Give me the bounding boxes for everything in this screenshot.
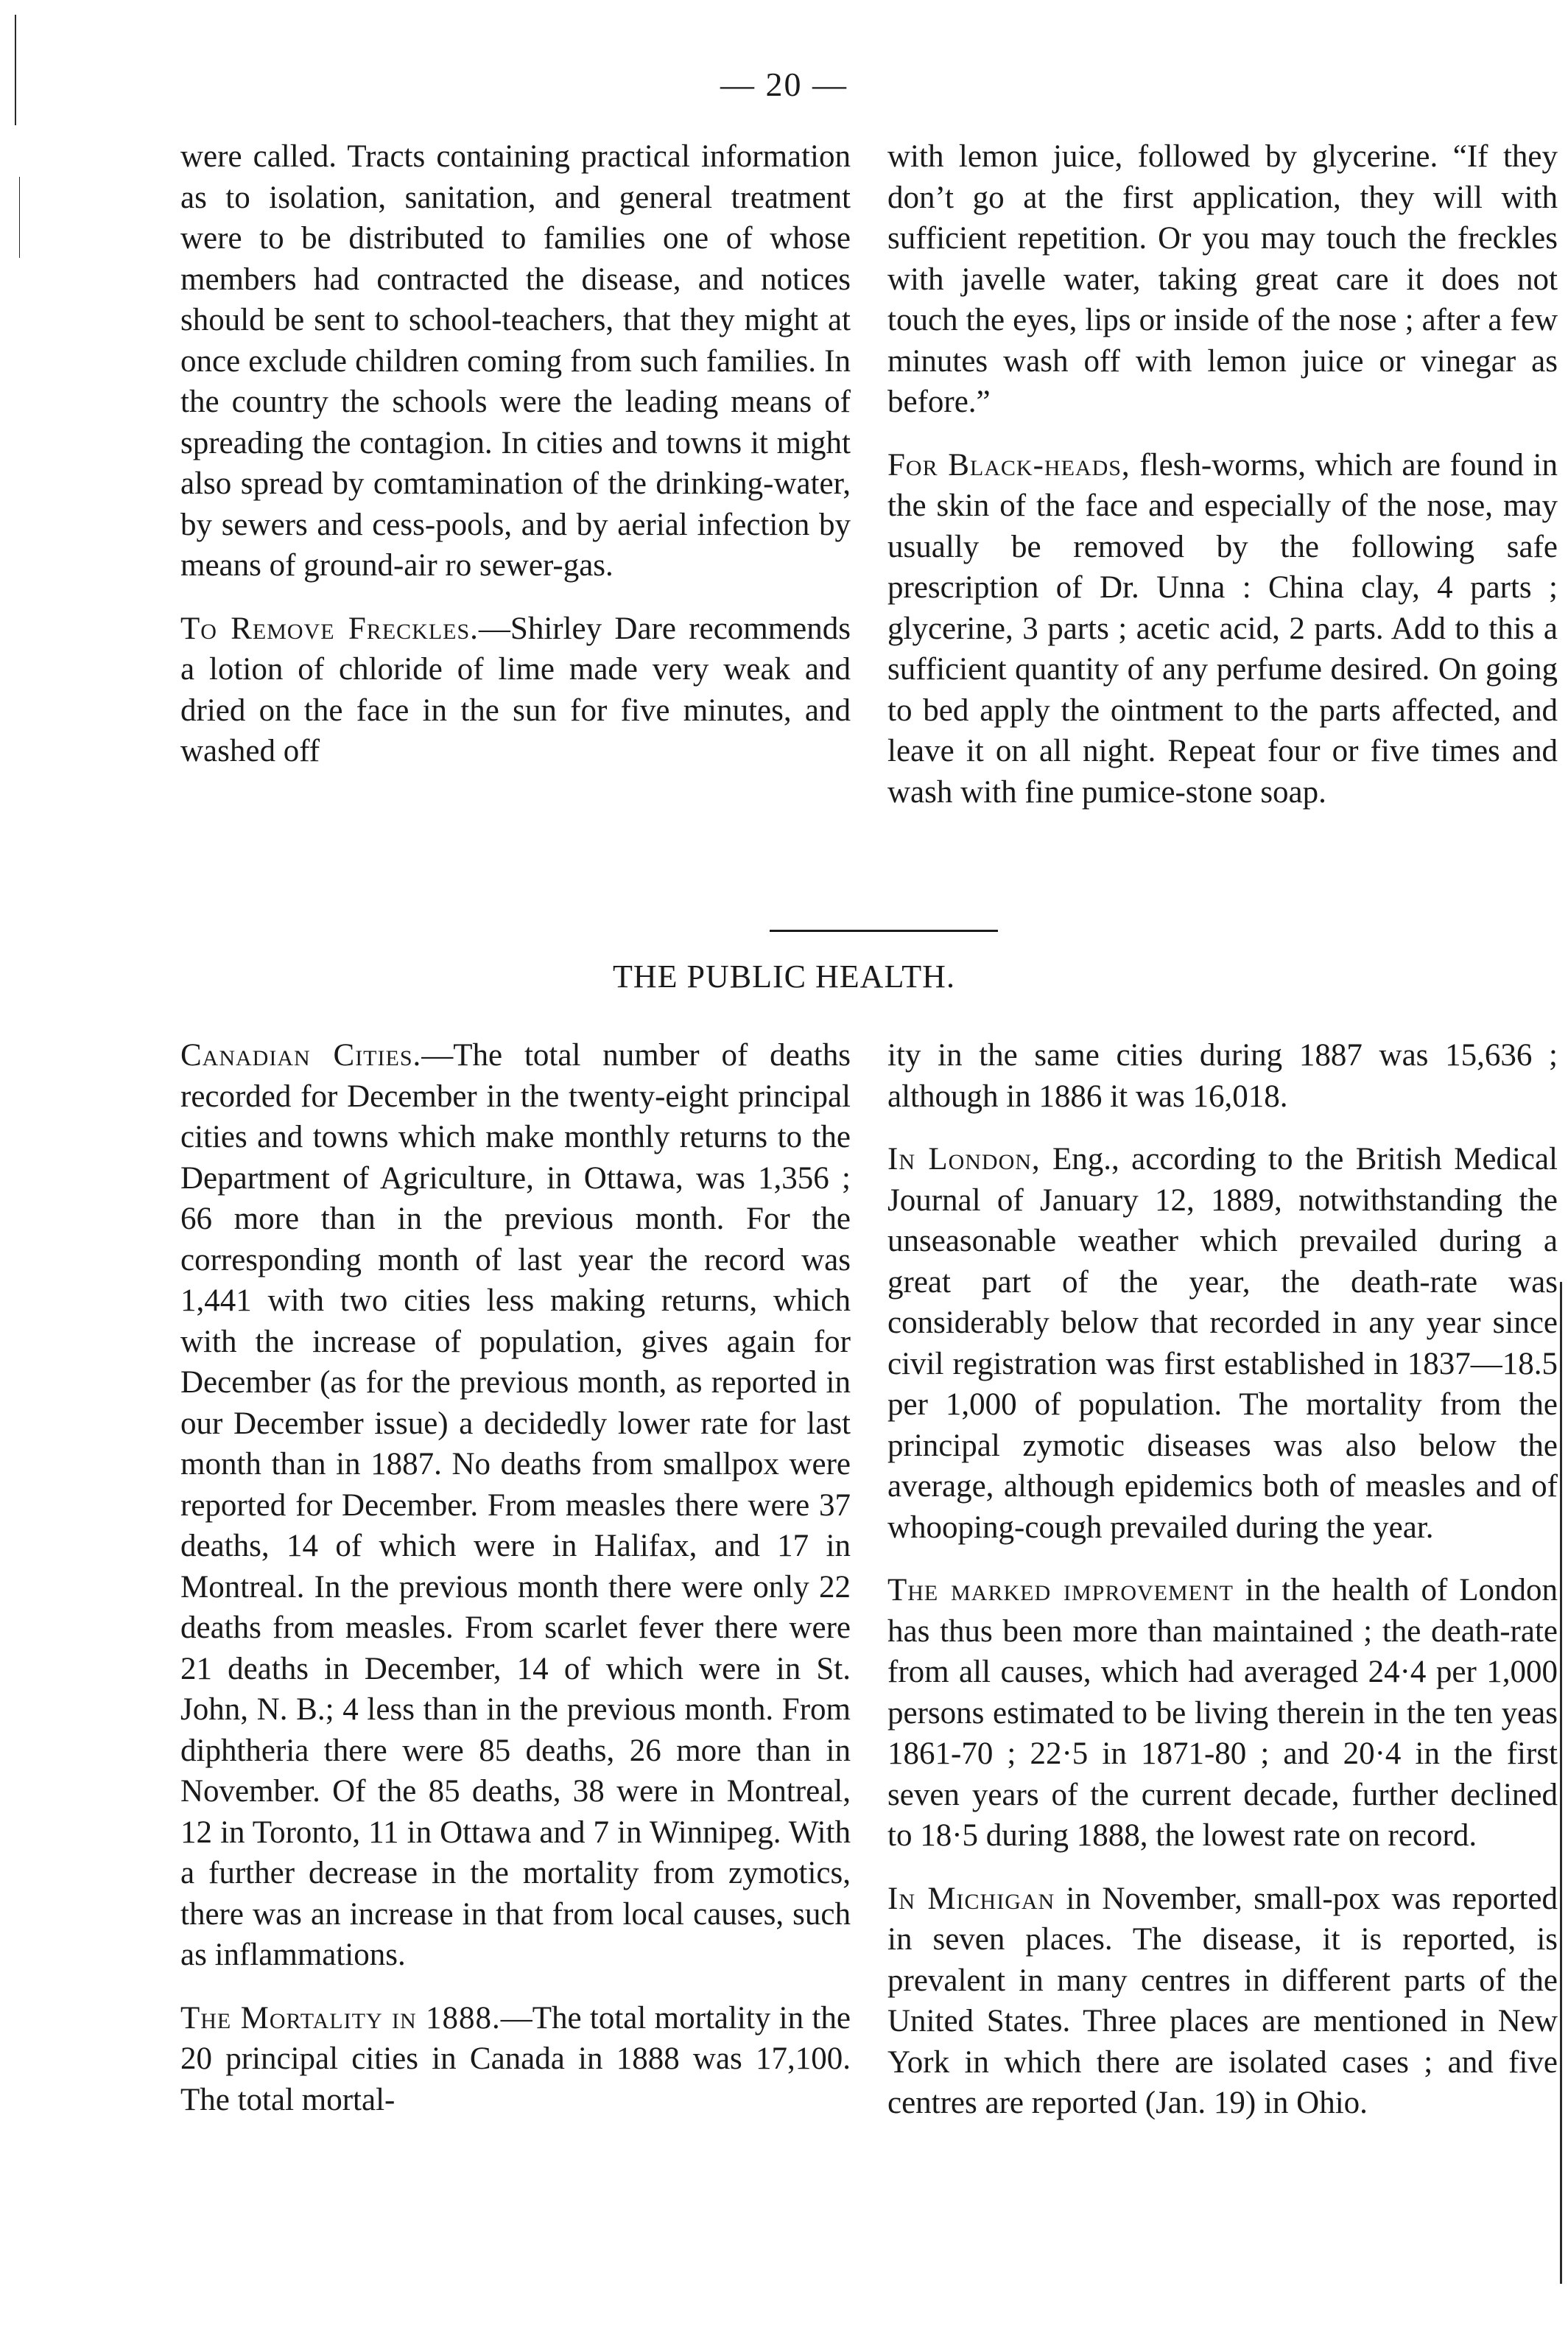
paragraph-mortality-1888: The Mortality in 1888.—The total mortality in the 20 principal cities in Canada in 1888 was 17,100. The total mortal- xyxy=(180,2000,851,2117)
upper-right-column xyxy=(887,136,1558,813)
paragraph-lead: In Michigan xyxy=(887,1881,1055,1916)
paragraph-lead: Canadian Cities. xyxy=(180,1038,422,1073)
paragraph-canadian-cities: Canadian Cities.—The total number of deaths recorded for December in the twenty-eight principal cities and towns which make monthly returns to the Department of Agriculture, in Ottawa, was 1,356 ; 66 more than in the previous month. For the corresponding month of last year the record was 1,441 with two cities less making returns, which with the increase of population, gives again for December (as for the previous month, as reported in our December issue) a decidedly lower rate for last month than in 1887. No deaths from smallpox were reported for December. From measles there were 37 deaths, 14 of which were in Halifax, and 17 in Montreal. In the previous month there were only 22 deaths from measles. From scarlet fever there were 21 deaths in December, 14 of which were in St. John, N. B.; 4 less than in the previous month. From diphtheria there were 85 deaths, 26 more than in November. Of the 85 deaths, 38 were in Montreal, 12 in Toronto, 11 in Ottawa and 7 in Winnipeg. With a further decrease in the mortality from zymotics, there was an increase in that from local causes, such as inflammations. xyxy=(180,1038,851,1972)
paragraph: were called. Tracts containing practical information as to isolation, sanitation, and general treatment were to be distributed to families one of whose members had contracted the disease, and notices should be sent to school-teachers, that they might at once exclude children coming from such families. In the country the schools were the leading means of spreading the contagion. In cities and towns it might also spread by comtamination of the drinking-water, by sewers and cess-pools, and by aerial infection by means of ground-air ro sewer-gas. xyxy=(180,139,851,583)
paragraph-michigan: In Michigan in November, small-pox was reported in seven places. The disease, it is reported, is prevalent in many centres in different parts of the United States. Three places are mentioned in New York in which there are isolated cases ; and five centres are reported (Jan. 19) in Ohio. xyxy=(887,1881,1558,2120)
paragraph-freckles: To Remove Freckles.—Shirley Dare recommends a lotion of chloride of lime made very weak and dried on the face in the sun for five minutes, and washed off xyxy=(180,611,851,768)
paragraph-lead: To Remove Freckles. xyxy=(180,611,479,646)
lower-left-column xyxy=(180,1035,851,2120)
upper-left-column xyxy=(180,136,851,772)
paragraph-marked-improvement: The marked improvement in the health of London has thus been more than maintained ; the death-rate from all causes, which had averaged 24·4 per 1,000 persons estimated to be living therein in the ten yeas 1861-70 ; 22·5 in 1871-80 ; and 20·4 in the first seven years of the current decade, further declined to 18·5 during 1888, the lowest rate on record. xyxy=(887,1573,1558,1853)
paragraph: ity in the same cities during 1887 was 15,636 ; although in 1886 it was 16,018. xyxy=(887,1038,1558,1114)
left-margin-mark xyxy=(19,177,20,258)
lower-right-column xyxy=(887,1035,1558,2124)
paragraph-lead: For Black-heads, xyxy=(887,447,1131,483)
right-margin-mark xyxy=(1560,1282,1562,2284)
page-number: — 20 — xyxy=(720,66,848,103)
section-title: THE PUBLIC HEALTH. xyxy=(613,958,955,995)
paragraph-lead: The marked improvement xyxy=(887,1573,1234,1608)
section-divider xyxy=(770,930,998,932)
paragraph-black-heads: For Black-heads, flesh-worms, which are found in the skin of the face and especially of the nose, may usually be removed by the following safe prescription of Dr. Unna : China clay, 4 parts ; glycerine, 3 parts ; acetic acid, 2 parts. Add to this a sufficient quantity of any perfume desired. On going to bed apply the ointment to the parts affected, and leave it on all night. Repeat four or five times and wash with fine pumice-stone soap. xyxy=(887,447,1558,810)
paragraph: with lemon juice, followed by glycerine. “If they don’t go at the first application, they will with sufficient repetition. Or you may touch the freckles with javelle water, taking great care it does not touch the eyes, lips or inside of the nose ; after a few minutes wash off with lemon juice or vinegar as before.” xyxy=(887,139,1558,419)
paragraph-lead: The Mortality in 1888. xyxy=(180,2000,501,2036)
paragraph-london: In London, Eng., according to the British Medical Journal of January 12, 1889, notwithstanding the unseasonable weather which prevailed during a great part of the year, the death-rate was considerably below that recorded in any year since civil registration was first established in 1837—18.5 per 1,000 of population. The mortality from the principal zymotic diseases was also below the average, although epidemics both of measles and of whooping-cough prevailed during the year. xyxy=(887,1142,1558,1545)
paragraph-lead: In London, xyxy=(887,1142,1041,1177)
